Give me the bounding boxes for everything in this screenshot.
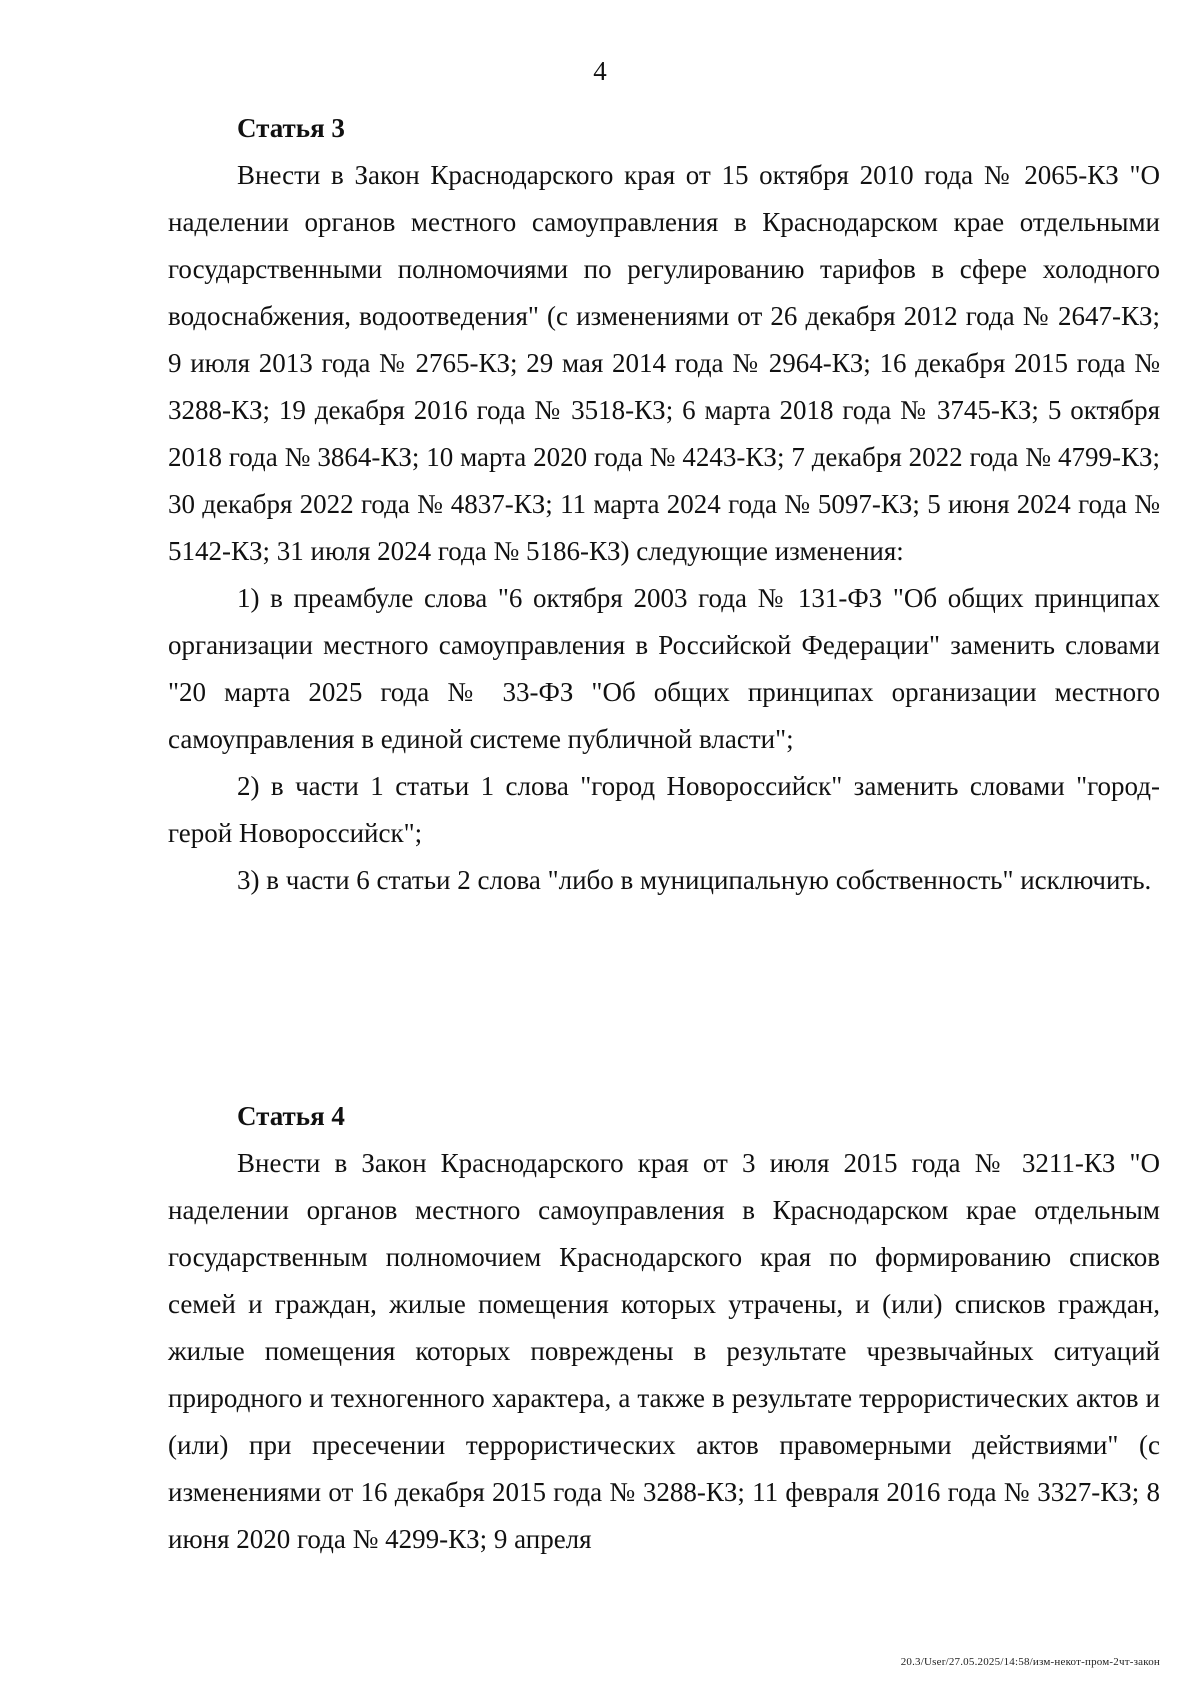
footer-document-code: 20.3/User/27.05.2025/14:58/изм-некот-пром-2чт-закон — [900, 1656, 1160, 1668]
article-3-item-1: 1) в преамбуле слова "6 октября 2003 года № 131-ФЗ "Об общих принципах организации местного самоуправления в Российской Федерации" заменить словами "20 марта 2025 года № 33-ФЗ "Об общих принципах организации местного самоуправления в единой системе публичной власти"; — [168, 583, 1160, 754]
article-3-intro: Внести в Закон Краснодарского края от 15 октября 2010 года № 2065-КЗ "О наделении органов местного самоуправления в Краснодарском крае отдельными государственными полномочиями по регулированию тарифов в сфере холодного водоснабжения, водоотведения" (с изменениями от 26 декабря 2012 года № 2647-КЗ; 9 июля 2013 года № 2765-КЗ; 29 мая 2014 года № 2964-КЗ; 16 декабря 2015 года № 3288-КЗ; 19 декабря 2016 года № 3518-КЗ; 6 марта 2018 года № 3745-КЗ; 5 октября 2018 года № 3864-КЗ; 10 марта 2020 года № 4243-КЗ; 7 декабря 2022 года № 4799-КЗ; 30 декабря 2022 года № 4837-КЗ; 11 марта 2024 года № 5097-КЗ; 5 июня 2024 года № 5142-КЗ; 31 июля 2024 года № 5186-КЗ) следующие изменения: — [168, 160, 1160, 566]
page-number: 4 — [593, 56, 607, 86]
article-4-intro: Внести в Закон Краснодарского края от 3 июля 2015 года № 3211-КЗ "О наделении органов местного самоуправления в Краснодарском крае отдельным государственным полномочием Краснодарского края по формированию списков семей и граждан, жилые помещения которых утрачены, и (или) списков граждан, жилые помещения которых повреждены в результате чрезвычайных ситуаций природного и техногенного характера, а также в результате террористических актов и (или) при пресечении террористических актов правомерными действиями" (с изменениями от 16 декабря 2015 года № 3288-КЗ; 11 февраля 2016 года № 3327-КЗ; 8 июня 2020 года № 4299-КЗ; 9 апреля — [168, 1148, 1160, 1554]
article-3-item-3: 3) в части 6 статьи 2 слова "либо в муниципальную собственность" исключить. — [237, 865, 1152, 895]
article-4-heading: Статья 4 — [237, 1101, 345, 1131]
article-3-item-2: 2) в части 1 статьи 1 слова "город Новороссийск" заменить словами "город-герой Новороссийск"; — [168, 771, 1160, 848]
article-4 — [168, 1093, 1160, 1563]
article-3 — [168, 105, 1160, 904]
article-3-heading: Статья 3 — [237, 113, 345, 143]
